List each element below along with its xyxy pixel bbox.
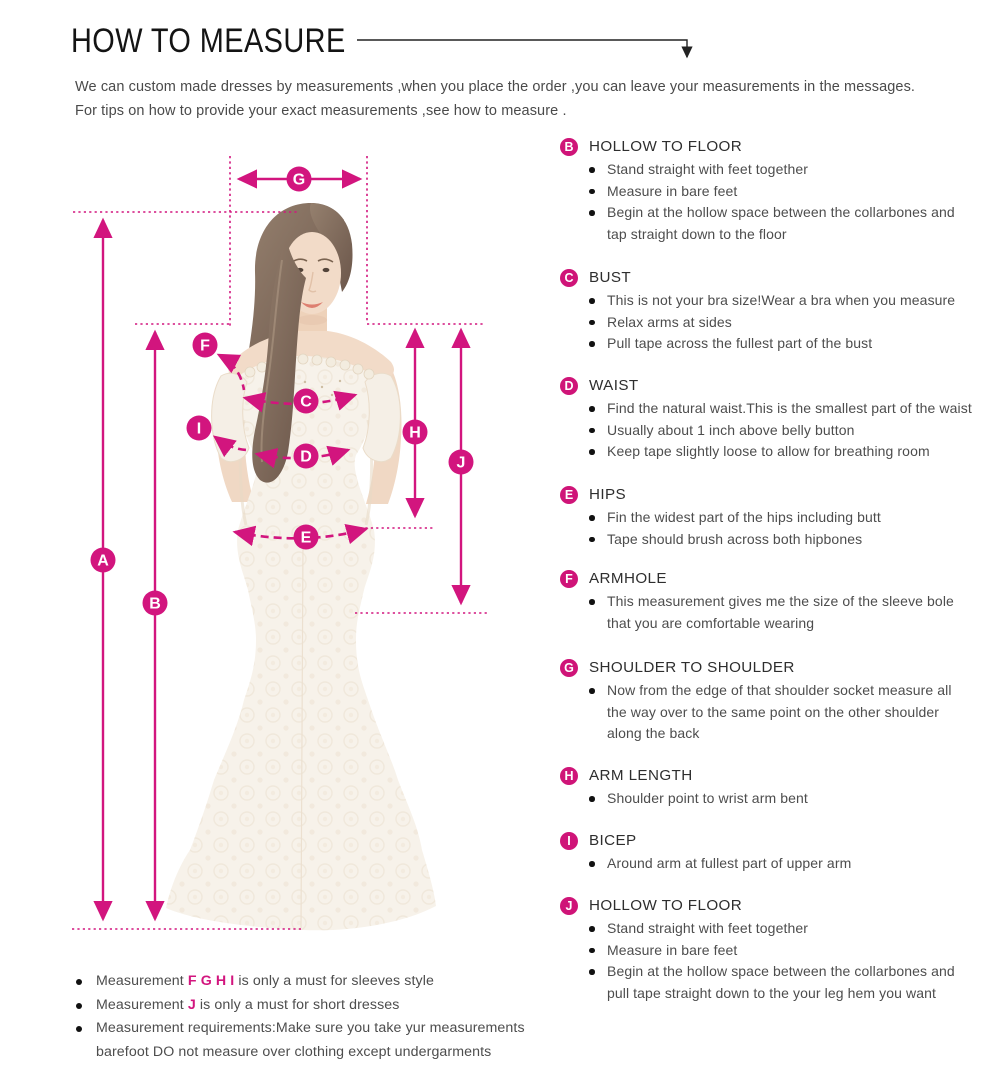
section-hollow-to-floor-b (560, 137, 996, 245)
label-letter-g: G (292, 171, 306, 189)
section-title: SHOULDER TO SHOULDER (589, 659, 795, 676)
bullet-item: Shoulder point to wrist arm bent (560, 788, 975, 810)
bullet-item: Stand straight with feet together (560, 159, 975, 181)
section-waist (560, 376, 996, 463)
bullet-item: Pull tape across the fullest part of the bust (560, 333, 975, 355)
bullet-item: Around arm at fullest part of upper arm (560, 853, 975, 875)
model-photo (166, 203, 436, 930)
label-letter-j: J (456, 454, 466, 472)
measurement-notes (74, 970, 554, 1064)
section-bicep (560, 831, 996, 875)
section-bust (560, 268, 996, 355)
section-hollow-to-floor-j (560, 896, 996, 1004)
section-title: HOLLOW TO FLOOR (589, 897, 743, 914)
section-title: HOLLOW TO FLOOR (589, 138, 743, 155)
label-letter-h: H (409, 424, 421, 442)
section-badge: D (560, 377, 578, 395)
section-title: HIPS (589, 486, 627, 503)
bullet-item: Find the natural waist.This is the smallest part of the waist (560, 398, 975, 420)
bullet-item: Begin at the hollow space between the collarbones and tap straight down to the floor (560, 202, 975, 245)
page-title: HOW TO MEASURE (71, 22, 346, 60)
bullet-item: Keep tape slightly loose to allow for breathing room (560, 441, 975, 463)
right-eye (323, 268, 330, 272)
label-letter-f: F (200, 337, 210, 355)
label-letter-d: D (300, 448, 312, 466)
intro-line-1: We can custom made dresses by measurements ,when you place the order ,you can leave your measurements in the messages. (75, 79, 916, 95)
bullet-item: Stand straight with feet together (560, 918, 975, 940)
label-letter-e: E (300, 529, 312, 547)
section-shoulder-to-shoulder (560, 658, 996, 745)
note-item: Measurement F G H I is only a must for sleeves style (74, 970, 548, 994)
label-letter-a: A (97, 552, 109, 570)
bullet-item: Now from the edge of that shoulder socket measure all the way over to the same point on the other shoulder along the back (560, 680, 975, 745)
bullet-item: This measurement gives me the size of the sleeve bole that you are comfortable wearing (560, 591, 975, 634)
note-item: Measurement J is only a must for short dresses (74, 994, 548, 1018)
section-badge: B (560, 138, 578, 156)
bullet-item: Measure in bare feet (560, 181, 975, 203)
section-badge: F (560, 570, 578, 588)
section-badge: H (560, 767, 578, 785)
section-title: WAIST (589, 377, 639, 394)
section-badge: G (560, 659, 578, 677)
section-title: BICEP (589, 832, 637, 849)
bullet-item: Tape should brush across both hipbones (560, 529, 975, 551)
bullet-item: Measure in bare feet (560, 940, 975, 962)
section-hips (560, 485, 996, 550)
section-badge: J (560, 897, 578, 915)
section-badge: E (560, 486, 578, 504)
section-armhole (560, 569, 996, 634)
bullet-item: Relax arms at sides (560, 312, 975, 334)
note-item: Measurement requirements:Make sure you take yur measurements barefoot DO not measure over clothing except undergarments (74, 1017, 548, 1064)
bullet-item: Usually about 1 inch above belly button (560, 420, 975, 442)
note-highlight: F G H I (187, 973, 235, 989)
label-letter-c: C (300, 393, 312, 411)
section-badge: C (560, 269, 578, 287)
bullet-item: Begin at the hollow space between the collarbones and pull tape straight down to the your leg hem you want (560, 961, 975, 1004)
section-title: ARMHOLE (589, 570, 667, 587)
note-highlight: J (187, 996, 196, 1013)
bullet-item: This is not your bra size!Wear a bra when you measure (560, 290, 975, 312)
section-badge: I (560, 832, 578, 850)
section-arm-length (560, 766, 996, 810)
label-letter-i: I (196, 420, 202, 438)
section-title: BUST (589, 269, 632, 286)
chin-shadow (297, 315, 327, 325)
label-letter-b: B (149, 595, 161, 613)
intro-line-2: For tips on how to provide your exact measurements ,see how to measure . (75, 103, 567, 119)
title-connector-arrow (357, 40, 687, 57)
bullet-item: Fin the widest part of the hips including butt (560, 507, 975, 529)
section-title: ARM LENGTH (589, 767, 693, 784)
